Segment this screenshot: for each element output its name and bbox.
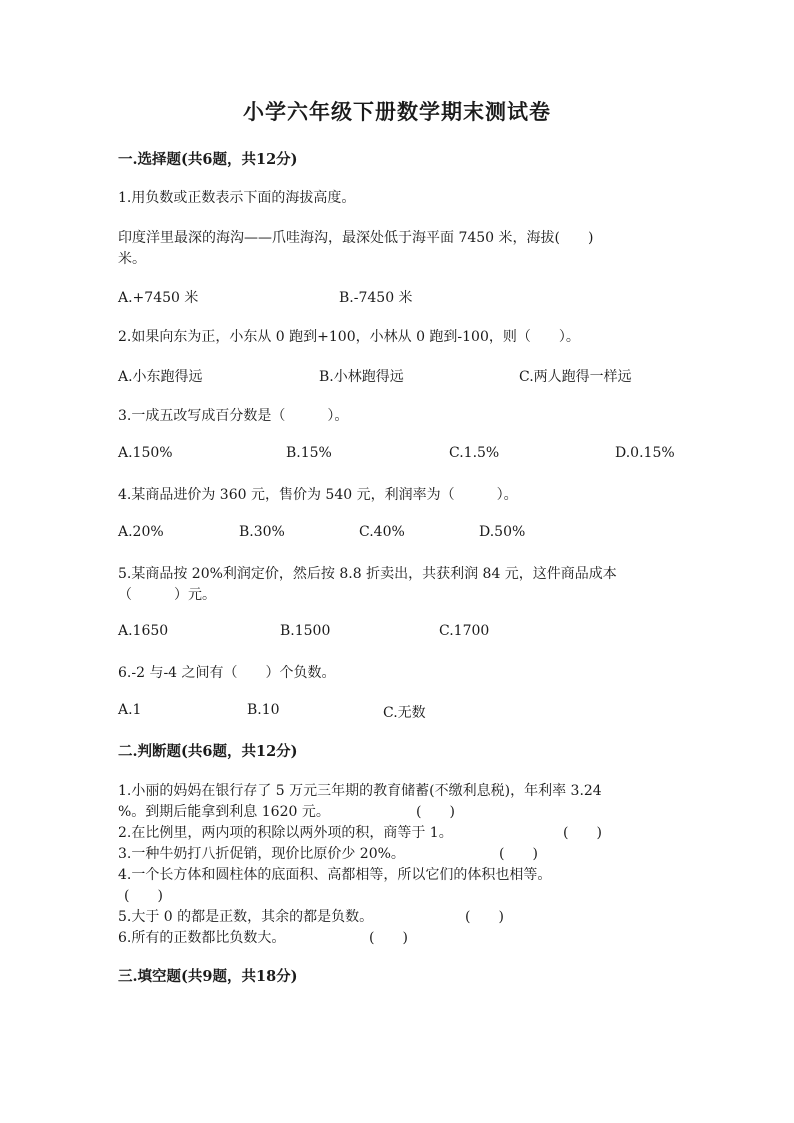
question-2-option-a: A.小东跑得远 <box>118 369 203 385</box>
judgment-6-line1: 6.所有的正数都比负数大。 <box>118 930 286 946</box>
judgment-4-line1: 4.一个长方体和圆柱体的底面积、高都相等，所以它们的体积也相等。 <box>118 867 552 883</box>
judgment-3-line1: 3.一种牛奶打八折促销，现价比原价少 20%。 <box>118 846 405 862</box>
question-1-text-line2: 米。 <box>118 251 146 267</box>
question-5-option-b: B.1500 <box>280 623 331 639</box>
question-1-option-b: B.-7450 米 <box>339 290 413 306</box>
question-4-option-a: A.20% <box>118 524 164 540</box>
question-3-option-d: D.0.15% <box>615 445 675 461</box>
section-heading-choice: 一.选择题(共6题，共12分) <box>118 151 298 168</box>
judgment-3-answer-blank[interactable]: ( ) <box>499 846 538 862</box>
question-4-option-d: D.50% <box>479 524 526 540</box>
question-6-option-b: B.10 <box>247 702 280 718</box>
question-2-stem: 2.如果向东为正，小东从 0 跑到+100，小林从 0 跑到-100，则（ ）。 <box>118 329 580 345</box>
section-heading-judgment: 二.判断题(共6题，共12分) <box>118 743 298 760</box>
question-2-option-c: C.两人跑得一样远 <box>519 369 632 385</box>
judgment-5-answer-blank[interactable]: ( ) <box>465 909 504 925</box>
question-6-stem: 6.-2 与-4 之间有（ ）个负数。 <box>118 665 336 681</box>
judgment-1-line1: 1.小丽的妈妈在银行存了 5 万元三年期的教育储蓄(不缴利息税)，年利率 3.24 <box>118 783 602 799</box>
question-6-option-c: C.无数 <box>383 705 426 721</box>
question-1-stem: 1.用负数或正数表示下面的海拔高度。 <box>118 190 356 206</box>
section-heading-fill-blank: 三.填空题(共9题，共18分) <box>118 968 298 985</box>
question-5-stem-line1: 5.某商品按 20%利润定价，然后按 8.8 折卖出，共获利润 84 元，这件商品成本 <box>118 566 617 582</box>
judgment-2-answer-blank[interactable]: ( ) <box>563 825 602 841</box>
question-3-stem: 3.一成五改写成百分数是（ ）。 <box>118 408 349 424</box>
question-4-option-b: B.30% <box>239 524 285 540</box>
question-3-option-a: A.150% <box>118 445 173 461</box>
question-6-option-a: A.1 <box>118 702 142 718</box>
question-4-option-c: C.40% <box>359 524 405 540</box>
judgment-5-line1: 5.大于 0 的都是正数，其余的都是负数。 <box>118 909 374 925</box>
page-title: 小学六年级下册数学期末测试卷 <box>243 99 551 124</box>
question-1-text-line1: 印度洋里最深的海沟——爪哇海沟，最深处低于海平面 7450 米，海拔( ) <box>118 230 594 246</box>
judgment-1-line2: %。到期后能拿到利息 1620 元。 <box>118 804 330 820</box>
question-4-stem: 4.某商品进价为 360 元，售价为 540 元，利润率为（ ）。 <box>118 487 518 503</box>
judgment-1-answer-blank[interactable]: ( ) <box>416 804 455 820</box>
question-5-option-c: C.1700 <box>439 623 490 639</box>
judgment-2-line1: 2.在比例里，两内项的积除以两外项的积，商等于 1。 <box>118 825 453 841</box>
question-3-option-c: C.1.5% <box>449 445 500 461</box>
question-2-option-b: B.小林跑得远 <box>319 369 404 385</box>
question-5-option-a: A.1650 <box>118 623 169 639</box>
question-1-option-a: A.+7450 米 <box>118 290 199 306</box>
question-3-option-b: B.15% <box>286 445 332 461</box>
judgment-4-answer-blank[interactable]: ( ) <box>124 888 163 904</box>
judgment-6-answer-blank[interactable]: ( ) <box>369 930 408 946</box>
question-5-stem-line2: （ ）元。 <box>118 587 216 603</box>
